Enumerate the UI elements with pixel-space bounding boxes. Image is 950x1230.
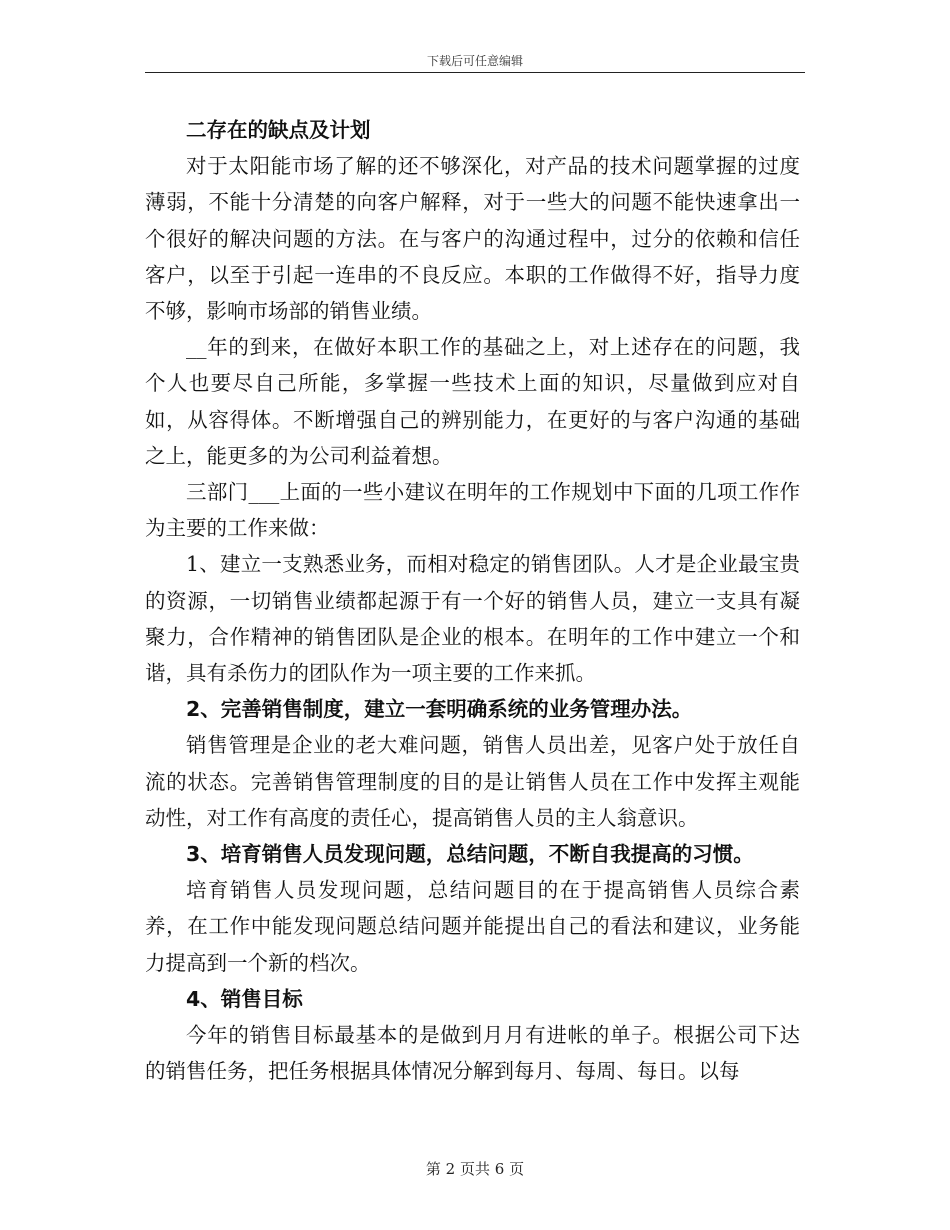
paragraph-item-3: 培育销售人员发现问题，总结问题目的在于提高销售人员综合素养，在工作中能发现问题总结问题并能提出自己的看法和建议，业务能力提高到一个新的档次。	[145, 878, 800, 975]
heading-item-2: 2、完善销售制度，建立一套明确系统的业务管理办法。	[186, 697, 693, 722]
section-heading-shortcomings: 二存在的缺点及计划	[186, 118, 371, 142]
paragraph-shortcomings: 对于太阳能市场了解的还不够深化，对产品的技术问题掌握的过度薄弱，不能十分清楚的向客户解释，对于一些大的问题不能快速拿出一个很好的解决问题的方法。在与客户的沟通过程中，过分的依赖和信任客户，以至于引起一连串的不良反应。本职的工作做得不好，指导力度不够，影响市场部的销售业绩。	[145, 154, 800, 324]
paragraph-department-suggestions: 三部门___上面的一些小建议在明年的工作规划中下面的几项工作作为主要的工作来做：	[145, 480, 800, 541]
paragraph-item-1-team: 1、建立一支熟悉业务，而相对稳定的销售团队。人才是企业最宝贵的资源，一切销售业绩都起源于有一个好的销售人员，建立一支具有凝聚力，合作精神的销售团队是企业的根本。在明年的工作中建立一个和谐，具有杀伤力的团队作为一项主要的工作来抓。	[145, 552, 800, 686]
paragraph-item-4: 今年的销售目标最基本的是做到月月有进帐的单子。根据公司下达的销售任务，把任务根据具体情况分解到每月、每周、每日。以每	[145, 1023, 800, 1084]
header-divider	[145, 72, 805, 73]
page-header-note: 下载后可任意编辑	[426, 54, 523, 68]
heading-item-3: 3、培育销售人员发现问题，总结问题，不断自我提高的习惯。	[186, 842, 754, 867]
paragraph-next-year: __年的到来，在做好本职工作的基础之上，对上述存在的问题，我个人也要尽自己所能，多掌握一些技术上面的知识，尽量做到应对自如，从容得体。不断增强自己的辨别能力，在更好的与客户沟通的基础之上，能更多的为公司利益着想。	[145, 335, 800, 468]
page-number-footer: 第 2 页共 6 页	[425, 1160, 525, 1178]
paragraph-item-2: 销售管理是企业的老大难问题，销售人员出差，见客户处于放任自流的状态。完善销售管理制度的目的是让销售人员在工作中发挥主观能动性，对工作有高度的责任心，提高销售人员的主人翁意识。	[145, 733, 800, 830]
heading-item-4: 4、销售目标	[186, 986, 303, 1011]
document-body	[145, 112, 800, 1089]
